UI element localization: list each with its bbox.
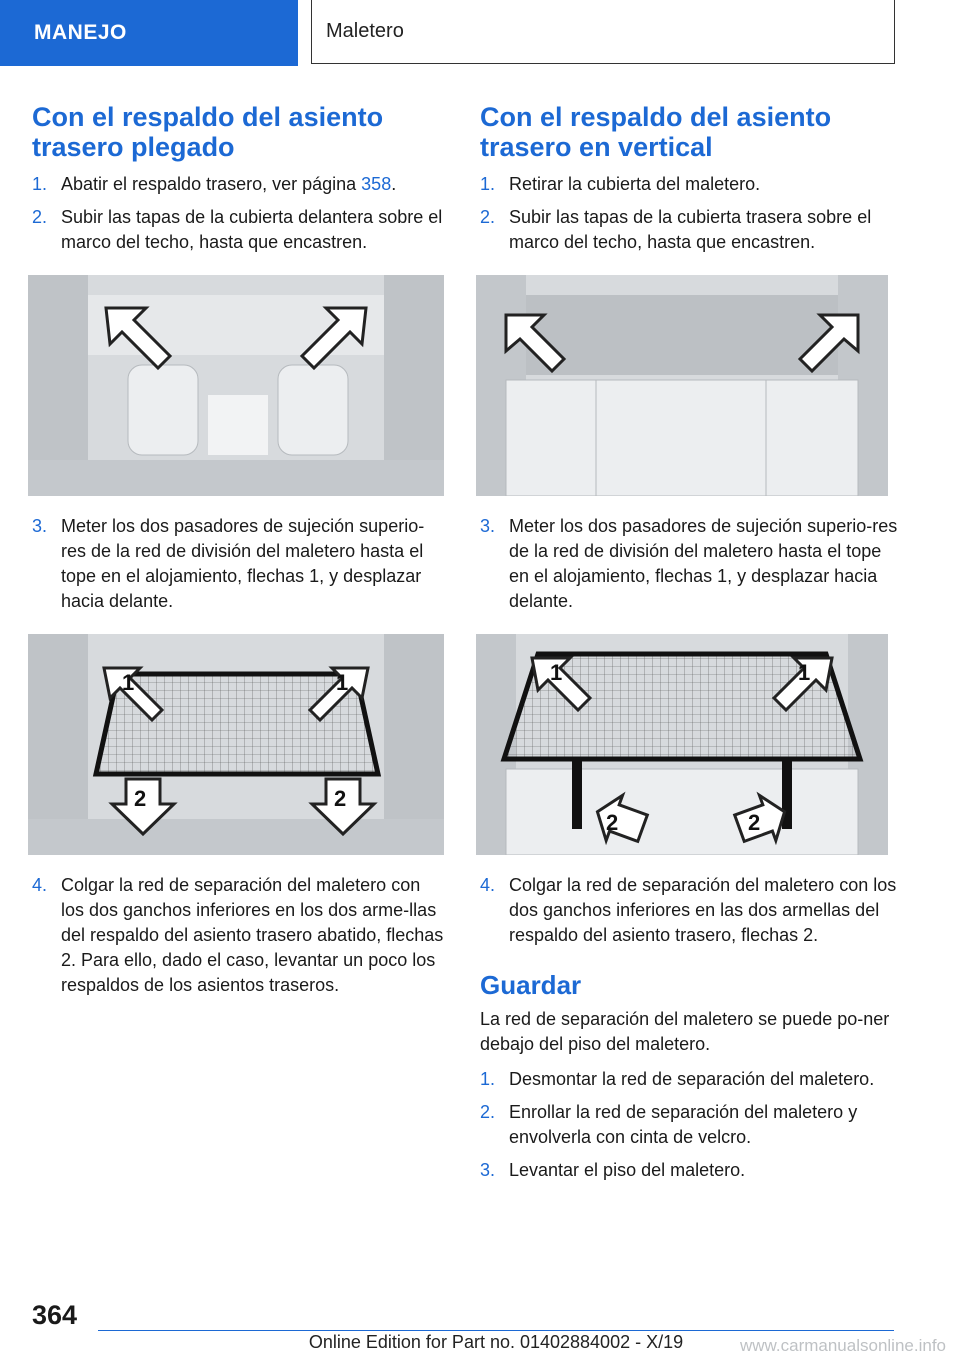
footer-edition: Online Edition for Part no. 01402884002 - X/19: [308, 1332, 684, 1352]
step-text: Meter los dos pasadores de sujeción superio-res de la red de división del maletero hasta el tope en el alojamiento, flechas 1, y desplazar hacia delante.: [509, 516, 898, 611]
step-text: Colgar la red de separación del maletero con los dos ganchos inferiores en las dos armellas del respaldo del asiento trasero, flechas 2.: [509, 875, 897, 945]
step-number: 3.: [480, 1160, 496, 1180]
right-step-2: [480, 205, 898, 255]
page-link[interactable]: 358: [361, 174, 392, 194]
store-section-title: Guardar: [480, 970, 582, 1000]
step-text: Subir las tapas de la cubierta delantera sobre el marco del techo, hasta que encastren.: [61, 207, 443, 252]
step-text: Colgar la red de separación del maletero con los dos ganchos inferiores en los dos arme-llas del respaldo del asiento trasero abatido, flechas 2. Para ello, dado el caso, levantar un poco los respaldos de los asientos traseros.: [61, 875, 444, 995]
footer-divider: [98, 1330, 894, 1331]
step-text: Enrollar la red de separación del maletero y envolverla con cinta de velcro.: [509, 1102, 858, 1147]
store-step-2: [480, 1100, 898, 1150]
step-text: Abatir el respaldo trasero, ver página: [61, 174, 362, 194]
store-step-3: [480, 1158, 898, 1183]
left-step-3: [32, 514, 444, 614]
arrow-label-2: 2: [334, 786, 347, 811]
left-step-4: [32, 873, 444, 998]
step-number: 3.: [32, 516, 48, 536]
store-step-1: [480, 1067, 898, 1092]
right-step-1: [480, 172, 898, 197]
section-tab[interactable]: MANEJO: [0, 0, 298, 66]
step-number: 3.: [480, 516, 496, 536]
right-section-title: Con el respaldo del asiento trasero en vertical: [480, 102, 832, 162]
step-number: 1.: [480, 174, 496, 194]
left-step-1: [32, 172, 444, 197]
figure-upright-seat-roof: [476, 275, 888, 496]
arrow-label-2: 2: [134, 786, 147, 811]
step-text: Meter los dos pasadores de sujeción superio-res de la red de división del maletero hasta el tope en el alojamiento, flechas 1, y desplazar hacia delante.: [61, 516, 425, 611]
page-number: 364: [32, 1300, 78, 1330]
arrow-label-1: 1: [798, 660, 811, 685]
left-step-2: [32, 205, 444, 255]
arrow-label-1: 1: [122, 670, 135, 695]
step-text: Desmontar la red de separación del maletero.: [509, 1069, 875, 1089]
step-number: 1.: [32, 174, 48, 194]
step-text: Levantar el piso del maletero.: [509, 1160, 746, 1180]
step-text: Subir las tapas de la cubierta trasera sobre el marco del techo, hasta que encastren.: [509, 207, 872, 252]
step-number: 4.: [480, 875, 496, 895]
step-text: Retirar la cubierta del maletero.: [509, 174, 761, 194]
right-step-3: [480, 514, 898, 614]
figure-folded-seat-roof: [28, 275, 444, 496]
arrow-label-2: 2: [606, 810, 619, 835]
chapter-title: Maletero: [311, 0, 895, 64]
watermark: www.carmanualsonline.info: [740, 1336, 946, 1355]
left-column: [32, 102, 444, 1006]
right-column: [480, 102, 898, 1191]
step-number: 4.: [32, 875, 48, 895]
left-section-title: Con el respaldo del asiento trasero plegado: [32, 102, 384, 162]
step-number: 2.: [480, 207, 496, 227]
figure-folded-seat-net: [28, 634, 444, 855]
figure-upright-seat-net: [476, 634, 888, 855]
arrow-label-1: 1: [550, 660, 563, 685]
step-number: 2.: [32, 207, 48, 227]
right-step-4: [480, 873, 898, 948]
step-number: 1.: [480, 1069, 496, 1089]
step-number: 2.: [480, 1102, 496, 1122]
arrow-label-1: 1: [336, 670, 349, 695]
arrow-label-2: 2: [748, 810, 761, 835]
step-suffix: .: [391, 174, 397, 194]
store-intro: La red de separación del maletero se puede po-ner debajo del piso del maletero.: [480, 1009, 890, 1054]
